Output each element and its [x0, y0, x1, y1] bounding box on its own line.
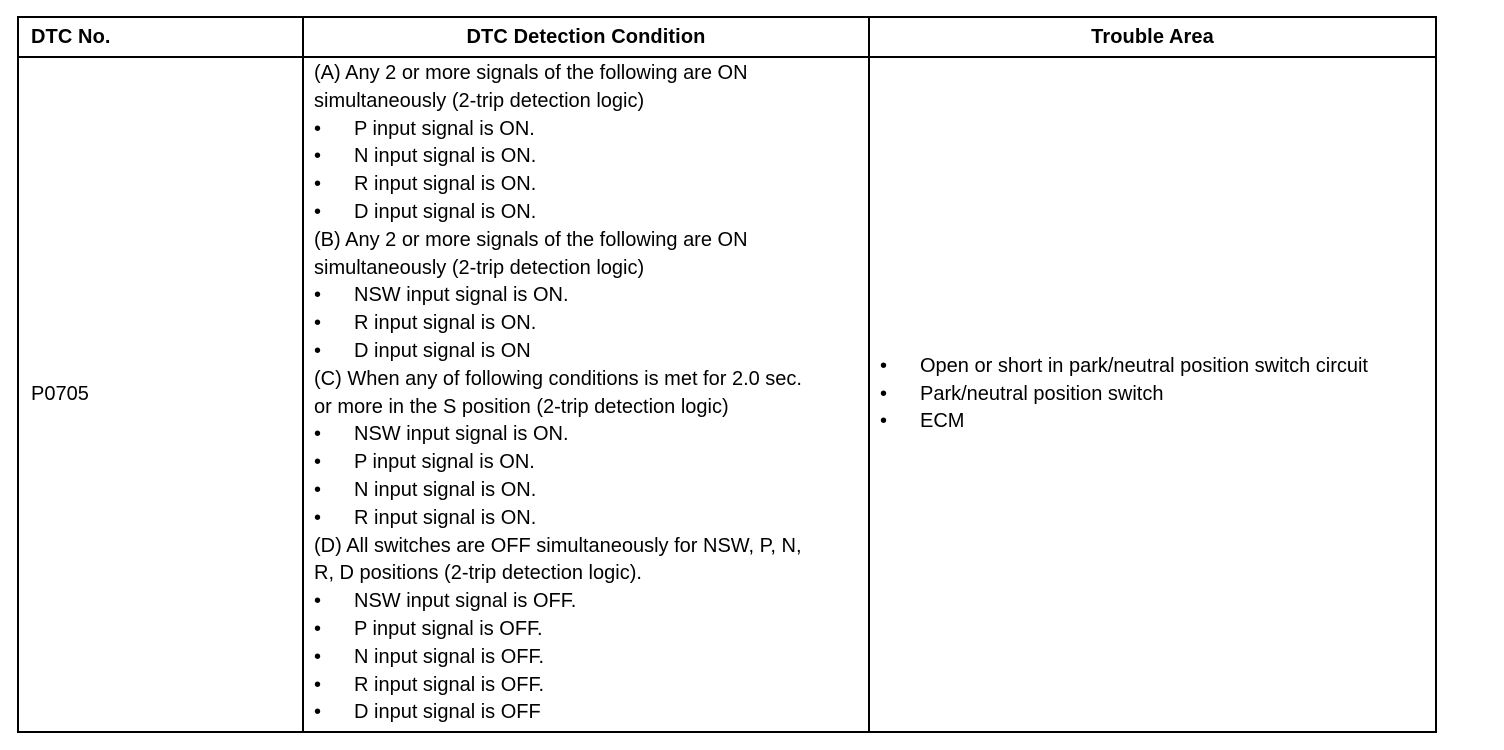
condition-bullet-item: [314, 143, 868, 171]
bullet-icon: •: [880, 410, 888, 433]
header-row: [18, 17, 1436, 57]
bullet-icon: •: [314, 339, 322, 362]
table-row: [18, 57, 1436, 732]
condition-bullet-text: R input signal is ON.: [354, 312, 537, 335]
condition-text-line: or more in the S position (2-trip detection logic): [314, 395, 729, 418]
condition-bullet-item: [314, 421, 868, 449]
bullet-icon: •: [314, 506, 322, 529]
trouble-area-text: Park/neutral position switch: [920, 382, 1164, 405]
condition-text-line: (C) When any of following conditions is met for 2.0 sec.: [314, 367, 802, 390]
trouble-area-item: [880, 408, 1435, 436]
condition-bullet-item: [314, 672, 868, 700]
detection-condition-cell: [303, 57, 869, 732]
bullet-icon: •: [314, 478, 322, 501]
condition-bullet-item: [314, 477, 868, 505]
bullet-icon: •: [314, 200, 322, 223]
condition-bullet-item: [314, 338, 868, 366]
bullet-icon: •: [314, 590, 322, 613]
condition-bullet-text: P input signal is ON.: [354, 451, 535, 474]
dtc-code-cell: [18, 57, 303, 732]
bullet-icon: •: [314, 451, 322, 474]
condition-bullet-text: NSW input signal is OFF.: [354, 590, 577, 613]
condition-text-line: (A) Any 2 or more signals of the following are ON: [314, 62, 748, 84]
trouble-area-item: [880, 353, 1435, 381]
bullet-icon: •: [314, 617, 322, 640]
condition-text-line: (D) All switches are OFF simultaneously for NSW, P, N,: [314, 534, 802, 557]
bullet-icon: •: [314, 145, 322, 168]
trouble-area-text: Open or short in park/neutral position switch circuit: [920, 354, 1368, 377]
trouble-area-cell: [869, 57, 1436, 732]
condition-bullet-text: P input signal is OFF.: [354, 617, 543, 640]
condition-bullet-text: D input signal is ON: [354, 339, 531, 362]
condition-text-line: (B) Any 2 or more signals of the following are ON: [314, 228, 748, 251]
condition-text-line: R, D positions (2-trip detection logic).: [314, 562, 642, 585]
bullet-icon: •: [314, 423, 322, 446]
condition-bullet-item: [314, 171, 868, 199]
bullet-icon: •: [314, 284, 322, 307]
condition-bullet-text: D input signal is OFF: [354, 701, 541, 724]
condition-bullet-item: [314, 116, 868, 144]
condition-bullet-text: D input signal is ON.: [354, 200, 537, 223]
condition-bullet-item: [314, 199, 868, 227]
bullet-icon: •: [314, 673, 322, 696]
condition-bullet-item: [314, 699, 868, 727]
bullet-icon: •: [314, 645, 322, 668]
dtc-table: [17, 16, 1437, 733]
header-trouble-area: Trouble Area: [869, 17, 1436, 57]
condition-bullet-text: N input signal is ON.: [354, 478, 537, 501]
trouble-area-list: [880, 353, 1435, 436]
condition-list: [314, 58, 868, 727]
condition-bullet-text: P input signal is ON.: [354, 117, 535, 140]
condition-bullet-text: N input signal is ON.: [354, 145, 537, 168]
condition-bullet-text: R input signal is ON.: [354, 173, 537, 196]
bullet-icon: •: [880, 354, 888, 377]
bullet-icon: •: [314, 701, 322, 724]
bullet-icon: •: [314, 312, 322, 335]
bullet-icon: •: [314, 173, 322, 196]
condition-bullet-text: N input signal is OFF.: [354, 645, 545, 668]
condition-bullet-item: [314, 449, 868, 477]
condition-bullet-text: NSW input signal is ON.: [354, 423, 569, 446]
condition-bullet-item: [314, 588, 868, 616]
trouble-area-text: ECM: [920, 410, 965, 433]
condition-bullet-item: [314, 505, 868, 533]
condition-text-line: simultaneously (2-trip detection logic): [314, 256, 645, 279]
condition-bullet-item: [314, 616, 868, 644]
dtc-code: P0705: [31, 383, 89, 406]
condition-bullet-item: [314, 644, 868, 672]
bullet-icon: •: [314, 117, 322, 140]
header-dtc-no: DTC No.: [18, 17, 303, 57]
condition-text-line: simultaneously (2-trip detection logic): [314, 89, 645, 112]
trouble-area-item: [880, 381, 1435, 409]
condition-bullet-text: R input signal is OFF.: [354, 673, 545, 696]
condition-bullet-text: NSW input signal is ON.: [354, 284, 569, 307]
bullet-icon: •: [880, 382, 888, 405]
condition-bullet-item: [314, 282, 868, 310]
header-detection-condition: DTC Detection Condition: [303, 17, 869, 57]
condition-bullet-text: R input signal is ON.: [354, 506, 537, 529]
condition-bullet-item: [314, 310, 868, 338]
